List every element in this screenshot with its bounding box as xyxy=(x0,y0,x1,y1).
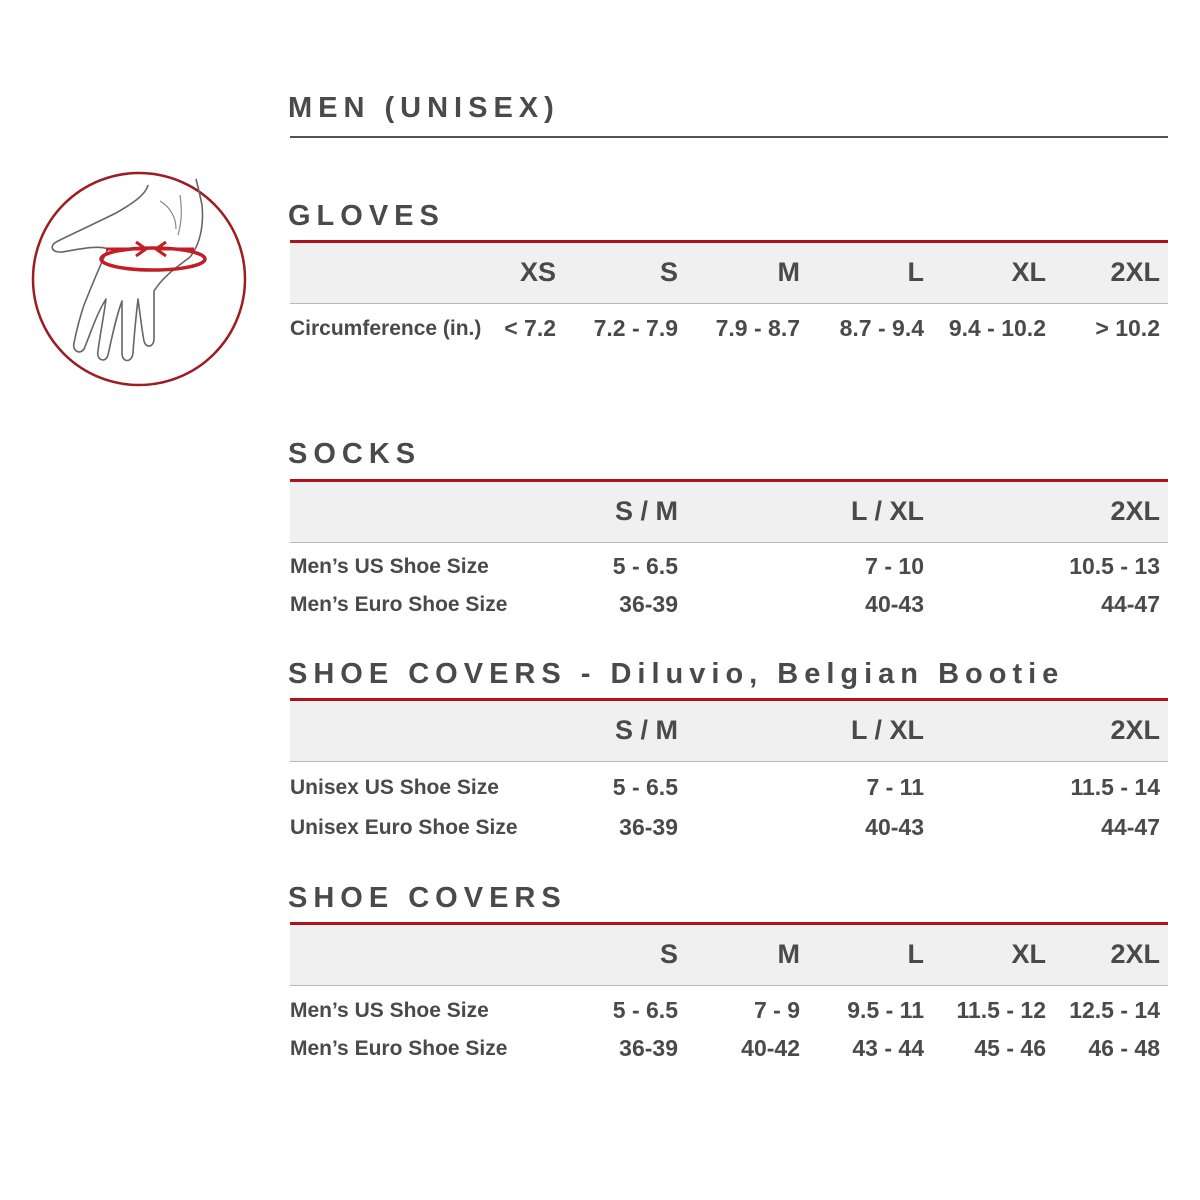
size-value: 12.5 - 14 xyxy=(1069,997,1160,1023)
size-header: S / M xyxy=(614,496,678,526)
size-value: 9.5 - 11 xyxy=(847,997,924,1023)
size-value: 44-47 xyxy=(1101,814,1160,840)
size-value: 11.5 - 14 xyxy=(1070,774,1160,800)
size-value: 40-43 xyxy=(865,591,924,617)
size-header: M xyxy=(777,939,800,969)
size-header: S / M xyxy=(614,715,678,745)
section-title: SOCKS xyxy=(288,438,422,470)
size-value: 7.2 - 7.9 xyxy=(593,315,678,341)
table-row xyxy=(290,593,1168,627)
size-value: 7 - 11 xyxy=(866,774,924,800)
size-value: 40-42 xyxy=(741,1035,800,1061)
section-title: SHOE COVERS xyxy=(288,882,567,914)
size-header: S xyxy=(659,939,678,969)
size-value: 7 - 10 xyxy=(865,553,924,579)
size-header: 2XL xyxy=(1110,715,1160,745)
table-row xyxy=(290,816,1168,850)
size-header: 2XL xyxy=(1110,939,1160,969)
row-label: Unisex US Shoe Size xyxy=(290,776,499,799)
size-header: XS xyxy=(519,257,556,287)
hand-wrist-measure-icon xyxy=(30,165,248,393)
table-row xyxy=(290,1037,1168,1071)
size-value: 36-39 xyxy=(619,1035,678,1061)
size-value: 11.5 - 12 xyxy=(956,997,1046,1023)
size-header-row xyxy=(290,482,1168,543)
size-header: 2XL xyxy=(1110,257,1160,287)
size-value: 7 - 9 xyxy=(753,997,800,1023)
size-value: 7.9 - 8.7 xyxy=(715,315,800,341)
size-value: 45 - 46 xyxy=(974,1035,1046,1061)
size-value: 43 - 44 xyxy=(852,1035,924,1061)
size-header: XL xyxy=(1011,257,1046,287)
size-value: 8.7 - 9.4 xyxy=(839,315,924,341)
size-value: 46 - 48 xyxy=(1088,1035,1160,1061)
row-label: Men’s Euro Shoe Size xyxy=(290,1037,508,1060)
section-title: SHOE COVERS - Diluvio, Belgian Bootie xyxy=(288,658,1065,690)
table-row xyxy=(290,776,1168,810)
section-title: GLOVES xyxy=(288,200,445,232)
page-title: MEN (UNISEX) xyxy=(288,92,560,124)
row-label: Unisex Euro Shoe Size xyxy=(290,816,518,839)
size-header: L xyxy=(907,939,924,969)
title-divider xyxy=(290,136,1168,138)
size-value: 36-39 xyxy=(619,591,678,617)
size-value: 5 - 6.5 xyxy=(612,774,678,800)
size-header: L xyxy=(907,257,924,287)
size-header: L / XL xyxy=(850,715,924,745)
row-label: Men’s US Shoe Size xyxy=(290,999,489,1022)
size-value: 44-47 xyxy=(1101,591,1160,617)
table-row xyxy=(290,555,1168,589)
size-value: 9.4 - 10.2 xyxy=(948,315,1046,341)
size-header: L / XL xyxy=(850,496,924,526)
row-label: Circumference (in.) xyxy=(290,317,482,340)
size-value: 5 - 6.5 xyxy=(612,997,678,1023)
size-value: 10.5 - 13 xyxy=(1069,553,1160,579)
size-value: > 10.2 xyxy=(1095,315,1160,341)
size-value: 36-39 xyxy=(619,814,678,840)
size-header: XL xyxy=(1011,939,1046,969)
row-label: Men’s Euro Shoe Size xyxy=(290,593,508,616)
size-value: 40-43 xyxy=(865,814,924,840)
table-row xyxy=(290,317,1168,351)
size-header: 2XL xyxy=(1110,496,1160,526)
size-value: < 7.2 xyxy=(504,315,556,341)
size-header-row xyxy=(290,243,1168,304)
table-row xyxy=(290,999,1168,1033)
size-value: 5 - 6.5 xyxy=(612,553,678,579)
size-header-row xyxy=(290,925,1168,986)
size-header: M xyxy=(777,257,800,287)
row-label: Men’s US Shoe Size xyxy=(290,555,489,578)
size-header-row xyxy=(290,701,1168,762)
size-header: S xyxy=(659,257,678,287)
